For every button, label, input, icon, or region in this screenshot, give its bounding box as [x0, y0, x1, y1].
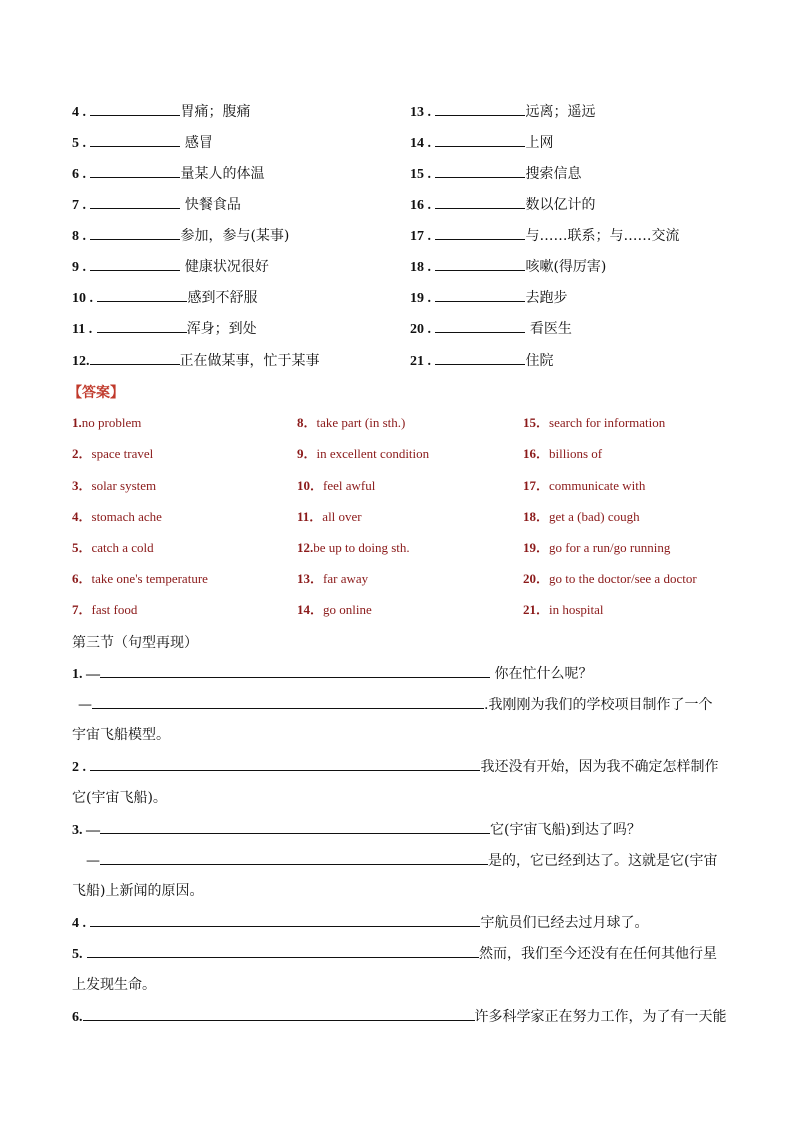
answer-heading: 【答案】 — [68, 385, 124, 401]
vocab-item — [72, 288, 257, 308]
answer-blank[interactable] — [435, 319, 525, 333]
answer-item: 17．communicate with — [523, 478, 646, 493]
item-number: 4 . — [72, 105, 86, 120]
sentence-item: 6. 许多科学家正在努力工作，为了有一天能 — [72, 1009, 727, 1025]
answer-line[interactable] — [83, 1007, 475, 1021]
answer-line[interactable] — [90, 913, 480, 927]
item-meaning: 上网 — [525, 135, 554, 151]
answer-line[interactable] — [100, 851, 488, 865]
vocab-item — [410, 288, 567, 308]
sentence-continuation: 飞船)上新闻的原因。 — [72, 883, 204, 899]
item-number: 15 . — [410, 167, 431, 182]
answer-item: 18．get a (bad) cough — [523, 509, 640, 524]
answer-item: 15．search for information — [523, 415, 666, 430]
answer-blank[interactable] — [97, 319, 187, 333]
answer-item: 14．go online — [297, 602, 372, 617]
item-meaning: 去跑步 — [525, 290, 568, 306]
vocab-item — [72, 102, 250, 122]
answer-blank[interactable] — [435, 133, 525, 147]
vocab-item — [410, 319, 572, 339]
vocab-item — [72, 164, 264, 184]
item-number: 12. — [72, 354, 90, 369]
vocab-item — [72, 226, 289, 246]
item-meaning: 感冒 — [180, 135, 213, 151]
vocab-item — [72, 351, 320, 371]
sentence-item: — .我刚刚为我们的学校项目制作了一个 — [78, 697, 713, 713]
sentence-item: 5. 然而，我们至今还没有在任何其他行星 — [72, 946, 717, 962]
answer-item: 6．take one's temperature — [72, 571, 208, 586]
answer-line[interactable] — [100, 820, 490, 834]
item-meaning: 与……联系；与……交流 — [525, 228, 680, 244]
answer-blank[interactable] — [90, 133, 180, 147]
answer-item: 21．in hospital — [523, 602, 604, 617]
answer-blank[interactable] — [435, 257, 525, 271]
sentence-item: 1. — 你在忙什么呢？ — [72, 666, 593, 682]
answer-blank[interactable] — [435, 351, 525, 365]
vocab-item — [410, 257, 606, 277]
item-meaning: 远离；遥远 — [525, 104, 596, 120]
item-number: 19 . — [410, 291, 431, 306]
answer-item: 16．billions of — [523, 446, 603, 461]
item-meaning: 浑身；到处 — [186, 321, 257, 337]
answer-item: 5．catch a cold — [72, 540, 154, 555]
answer-blank[interactable] — [435, 195, 525, 209]
answer-item: 13．far away — [297, 571, 369, 586]
item-meaning: 搜索信息 — [525, 166, 582, 182]
answer-blank[interactable] — [90, 164, 180, 178]
item-number: 5 . — [72, 136, 86, 151]
sentence-item: — 是的，它已经到达了。这就是它(宇宙 — [86, 853, 718, 869]
item-meaning: 参加，参与(某事) — [180, 228, 290, 244]
vocab-item — [410, 351, 553, 371]
answer-item: 1.no problem — [72, 415, 142, 430]
vocab-item — [72, 319, 257, 339]
item-meaning: 正在做某事，忙于某事 — [179, 353, 320, 369]
answer-line[interactable] — [90, 757, 480, 771]
sentence-item: 3. — 它(宇宙飞船)到达了吗？ — [72, 822, 641, 838]
item-meaning: 咳嗽(得厉害) — [525, 259, 607, 275]
answer-line[interactable] — [92, 695, 484, 709]
answer-blank[interactable] — [435, 164, 525, 178]
vocab-item — [410, 133, 553, 153]
answer-blank[interactable] — [90, 351, 180, 365]
vocab-item — [72, 257, 269, 277]
answer-blank[interactable] — [435, 226, 525, 240]
item-meaning: 数以亿计的 — [525, 197, 596, 213]
item-number: 9 . — [72, 260, 86, 275]
vocab-item — [72, 195, 241, 215]
sentence-continuation: 它(宇宙飞船)。 — [72, 790, 167, 806]
item-meaning: 胃痛；腹痛 — [180, 104, 251, 120]
answer-item: 20．go to the doctor/see a doctor — [523, 571, 697, 586]
answer-blank[interactable] — [435, 288, 525, 302]
item-number: 14 . — [410, 136, 431, 151]
sentence-continuation: 上发现生命。 — [72, 977, 156, 993]
item-number: 17 . — [410, 229, 431, 244]
answer-blank[interactable] — [435, 102, 525, 116]
vocab-item — [410, 195, 595, 215]
item-number: 11 . — [72, 322, 93, 337]
answer-blank[interactable] — [97, 288, 187, 302]
section-title: 第三节（句型再现） — [72, 635, 198, 651]
item-number: 7 . — [72, 198, 86, 213]
item-number: 20 . — [410, 322, 431, 337]
item-number: 16 . — [410, 198, 431, 213]
item-meaning: 感到不舒服 — [187, 290, 258, 306]
item-number: 10 . — [72, 291, 93, 306]
answer-item: 12.be up to doing sth. — [297, 540, 410, 555]
answer-item: 2．space travel — [72, 446, 154, 461]
item-number: 6 . — [72, 167, 86, 182]
answer-item: 10．feel awful — [297, 478, 376, 493]
answer-item: 8．take part (in sth.) — [297, 415, 406, 430]
item-meaning: 量某人的体温 — [180, 166, 265, 182]
answer-item: 3．solar system — [72, 478, 157, 493]
sentence-item: 2 . 我还没有开始，因为我不确定怎样制作 — [72, 759, 719, 775]
answer-item: 9．in excellent condition — [297, 446, 430, 461]
item-number: 21 . — [410, 354, 431, 369]
answer-item: 4．stomach ache — [72, 509, 162, 524]
item-number: 8 . — [72, 229, 86, 244]
item-number: 18 . — [410, 260, 431, 275]
item-number: 13 . — [410, 105, 431, 120]
answer-item: 7．fast food — [72, 602, 138, 617]
vocab-item — [410, 164, 581, 184]
answer-line[interactable] — [87, 944, 479, 958]
item-meaning: 住院 — [525, 353, 554, 369]
item-meaning: 健康状况很好 — [180, 259, 269, 275]
vocab-item — [410, 226, 679, 246]
vocab-item — [410, 102, 595, 122]
answer-blank[interactable] — [90, 102, 180, 116]
item-meaning: 快餐食品 — [180, 197, 241, 213]
answer-line[interactable] — [100, 664, 490, 678]
answer-blank[interactable] — [90, 195, 180, 209]
sentence-continuation: 宇宙飞船模型。 — [72, 727, 170, 743]
answer-item: 11．all over — [297, 509, 362, 524]
vocab-item — [72, 133, 213, 153]
answer-blank[interactable] — [90, 257, 180, 271]
sentence-item: 4 . 宇航员们已经去过月球了。 — [72, 915, 649, 931]
answer-item: 19．go for a run/go running — [523, 540, 671, 555]
item-meaning: 看医生 — [525, 321, 572, 337]
answer-blank[interactable] — [90, 226, 180, 240]
